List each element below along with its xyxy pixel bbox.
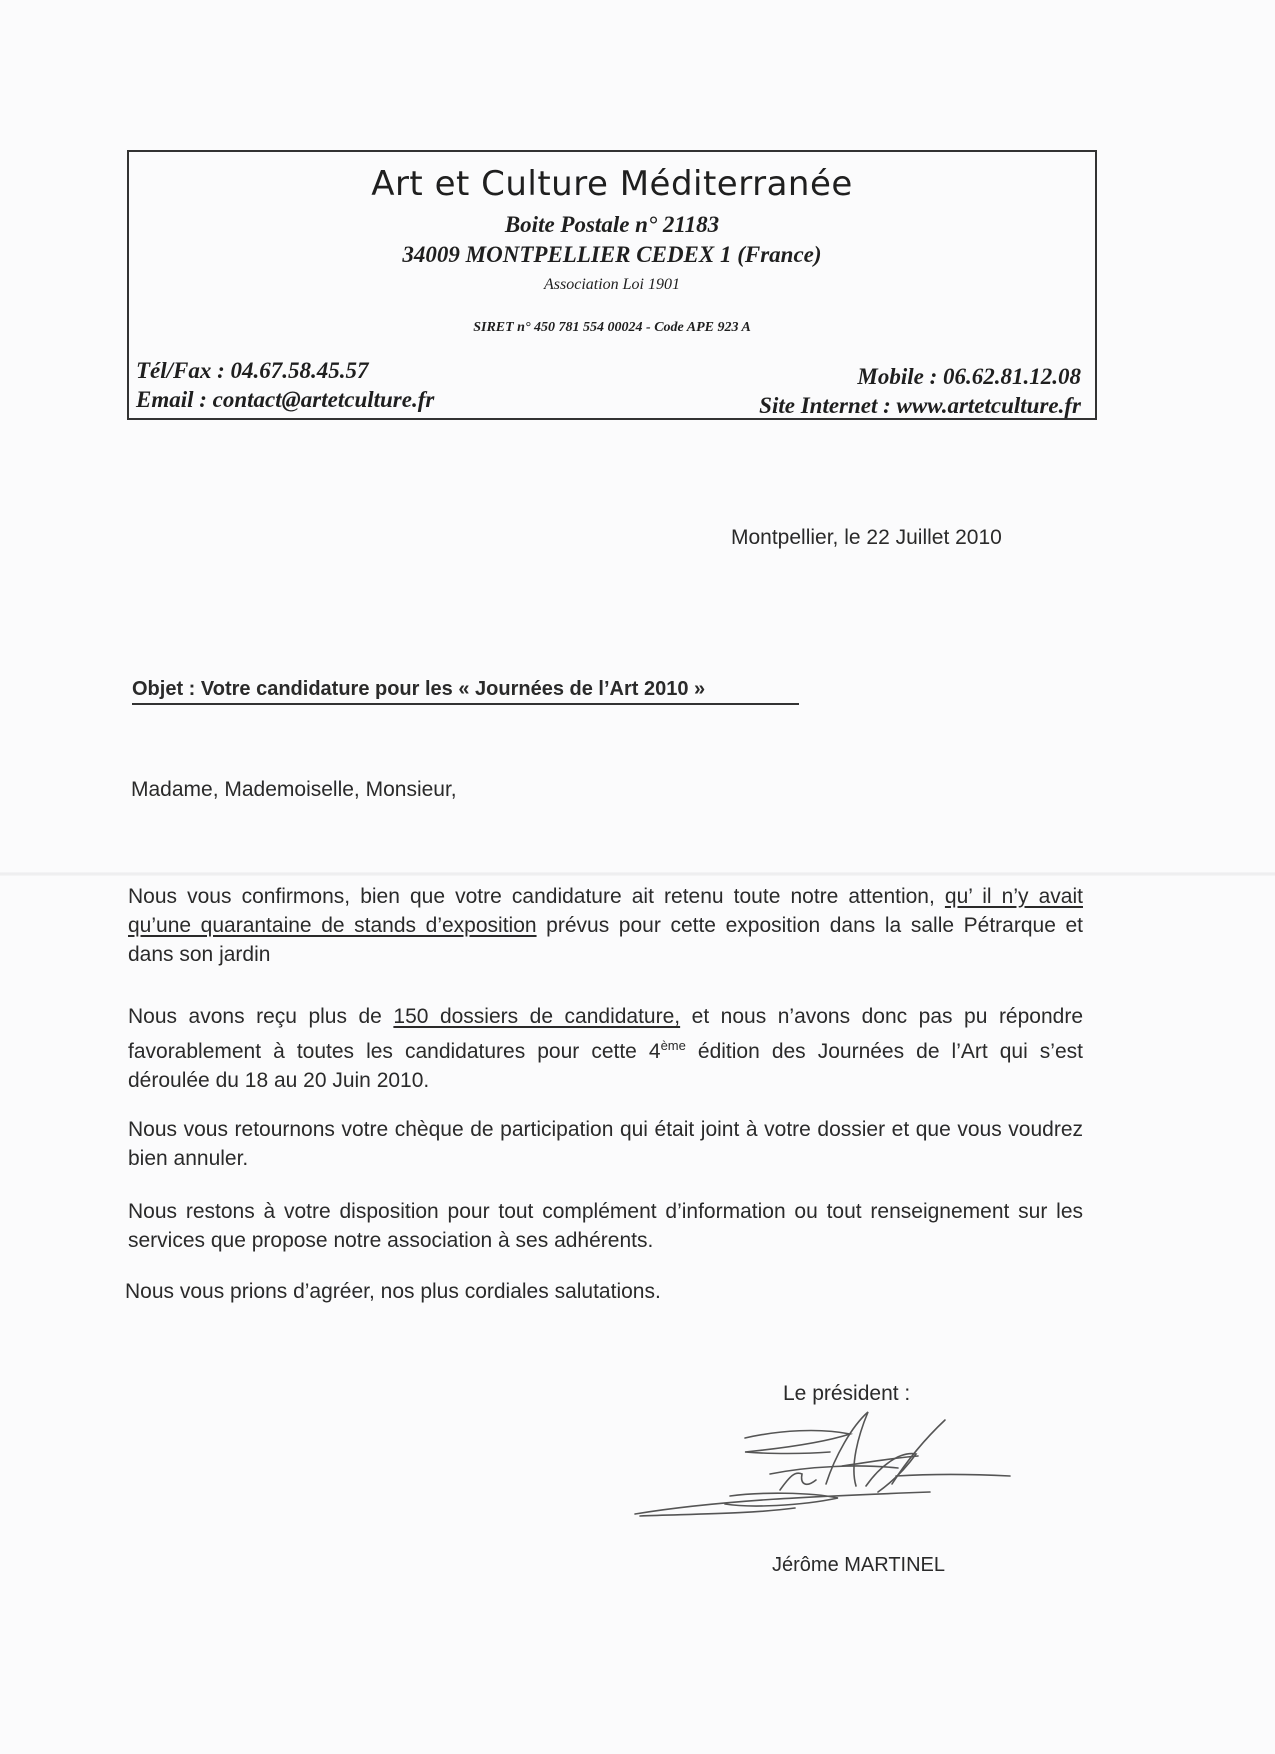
paragraph-1 xyxy=(128,882,1083,969)
greeting: Madame, Mademoiselle, Monsieur, xyxy=(131,778,457,801)
object-line: Objet : Votre candidature pour les « Journées de l’Art 2010 » xyxy=(132,678,706,700)
tel-fax: Tél/Fax : 04.67.58.45.57 xyxy=(136,358,369,383)
paragraph-2-superscript: ème xyxy=(660,1038,686,1053)
organization-name: Art et Culture Méditerranée xyxy=(371,164,853,204)
city-line: 34009 MONTPELLIER CEDEX 1 (France) xyxy=(402,242,822,267)
paragraph-2-text-b: et nous n’avons donc pas pu répondre favorablement à toutes les candidatures pour cette 4 xyxy=(128,1005,1083,1063)
paragraph-1-text-a: Nous vous confirmons, bien que votre candidature ait retenu toute notre attention, xyxy=(128,885,945,908)
paragraph-1-underlined: qu’ il n’y avait qu’une quarantaine de stands d’exposition xyxy=(128,885,1083,937)
letterhead-box xyxy=(127,150,1097,420)
paper-fold-line xyxy=(0,872,1275,876)
handwritten-signature xyxy=(630,1396,1020,1531)
mobile-number: Mobile : 06.62.81.12.08 xyxy=(857,364,1081,389)
email-address: Email : contact@artetculture.fr xyxy=(136,387,435,412)
signer-title: Le président : xyxy=(783,1382,911,1405)
paragraph-2-text-c: édition des Journées de l’Art qui s’est déroulée du 18 au 20 Juin 2010. xyxy=(128,1040,1083,1092)
paragraph-3: Nous vous retournons votre chèque de participation qui était joint à votre dossier et que vous voudrez bien annuler. xyxy=(128,1118,1083,1170)
paragraph-2 xyxy=(128,1002,1083,1095)
paragraph-4: Nous restons à votre disposition pour tout complément d’information ou tout renseignement sur les services que propose notre association à ses adhérents. xyxy=(128,1200,1083,1252)
siret-line: SIRET n° 450 781 554 00024 - Code APE 923 A xyxy=(473,320,751,335)
object-underline xyxy=(132,703,799,705)
signer-name: Jérôme MARTINEL xyxy=(772,1554,946,1576)
paragraph-2-underlined: 150 dossiers de candidature, xyxy=(393,1005,681,1028)
paragraph-5: Nous vous prions d’agréer, nos plus cordiales salutations. xyxy=(125,1280,661,1303)
website: Site Internet : www.artetculture.fr xyxy=(759,393,1081,418)
association-line: Association Loi 1901 xyxy=(543,276,680,293)
postal-box: Boite Postale n° 21183 xyxy=(504,212,720,237)
paragraph-2-text-a: Nous avons reçu plus de xyxy=(128,1005,394,1028)
paragraph-1-text-b: prévus pour cette exposition dans la salle Pétrarque et dans son jardin xyxy=(128,914,1083,966)
date-line: Montpellier, le 22 Juillet 2010 xyxy=(731,526,1002,549)
